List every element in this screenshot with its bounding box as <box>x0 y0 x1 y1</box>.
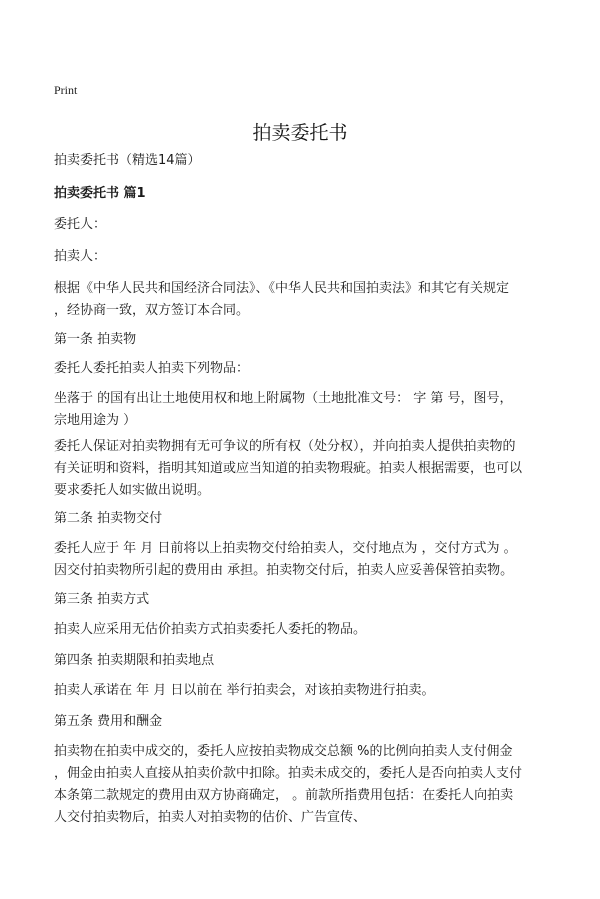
paragraph-article-5 <box>54 741 554 829</box>
paragraph-auctioneer <box>54 246 554 268</box>
article-2-heading <box>54 508 554 530</box>
text-line: 根据《中华人民共和国经济合同法》、《中华人民共和国拍卖法》和其它有关规定 <box>54 281 510 296</box>
document-subtitle: 拍卖委托书（精选14篇） <box>54 153 201 168</box>
text-line: 委托人保证对拍卖物拥有无可争议的所有权（处分权），并向拍卖人提供拍卖物的 <box>54 439 516 454</box>
paragraph-client <box>54 214 554 236</box>
text-line: 委托人委托拍卖人拍卖下列物品： <box>54 361 250 376</box>
text-line: 委托人： <box>54 217 107 232</box>
article-4-heading <box>54 650 554 672</box>
text-line: 本条第二款规定的费用由双方协商确定， 。前款所指费用包括：在委托人向拍卖 <box>54 788 514 803</box>
text-line: ，经协商一致，双方签订本合同。 <box>54 303 250 318</box>
paragraph-legal-basis <box>54 278 554 322</box>
text-line: 第四条 拍卖期限和拍卖地点 <box>54 653 215 668</box>
article-1-heading <box>54 329 554 351</box>
article-3-heading <box>54 589 554 611</box>
text-line: 拍卖人承诺在 年 月 日以前在 举行拍卖会，对该拍卖物进行拍卖。 <box>54 683 435 698</box>
text-line: 有关证明和资料，指明其知道或应当知道的拍卖物瑕疵。拍卖人根据需要，也可以 <box>54 461 523 476</box>
text-line: 第五条 费用和酬金 <box>54 714 163 729</box>
text-line: 人交付拍卖物后，拍卖人对拍卖物的估价、广告宣传、 <box>54 810 367 825</box>
paragraph-article-3 <box>54 619 554 641</box>
section-heading: 拍卖委托书 篇1 <box>54 186 146 201</box>
print-link[interactable]: Print <box>54 83 78 97</box>
text-line: 拍卖人应采用无估价拍卖方式拍卖委托人委托的物品。 <box>54 622 367 637</box>
text-line: 因交付拍卖物所引起的费用由 承担。拍卖物交付后，拍卖人应妥善保管拍卖物。 <box>54 563 514 578</box>
text-line: 拍卖物在拍卖中成交的，委托人应按拍卖物成交总额 %的比例向拍卖人支付佣金 <box>54 744 513 759</box>
text-line: 第二条 拍卖物交付 <box>54 511 163 526</box>
paragraph-ownership <box>54 436 554 502</box>
text-line: ，佣金由拍卖人直接从拍卖价款中扣除。拍卖未成交的，委托人是否向拍卖人支付 <box>54 766 523 781</box>
text-line: 委托人应于 年 月 日前将以上拍卖物交付给拍卖人，交付地点为 ，交付方式为 。 <box>54 541 517 556</box>
paragraph-article-1 <box>54 358 554 380</box>
paragraph-property-location <box>54 388 554 432</box>
paragraph-article-2 <box>54 538 554 582</box>
text-line: 坐落于 的国有出让土地使用权和地上附属物（土地批准文号： 字 第 号，图号， <box>54 391 513 406</box>
document-title: 拍卖委托书 <box>252 122 348 144</box>
paragraph-article-4 <box>54 680 554 702</box>
text-line: 第三条 拍卖方式 <box>54 592 150 607</box>
text-line: 要求委托人如实做出说明。 <box>54 483 211 498</box>
text-line: 第一条 拍卖物 <box>54 332 137 347</box>
text-line: 宗地用途为 ） <box>54 413 137 428</box>
text-line: 拍卖人： <box>54 249 107 264</box>
article-5-heading <box>54 711 554 733</box>
